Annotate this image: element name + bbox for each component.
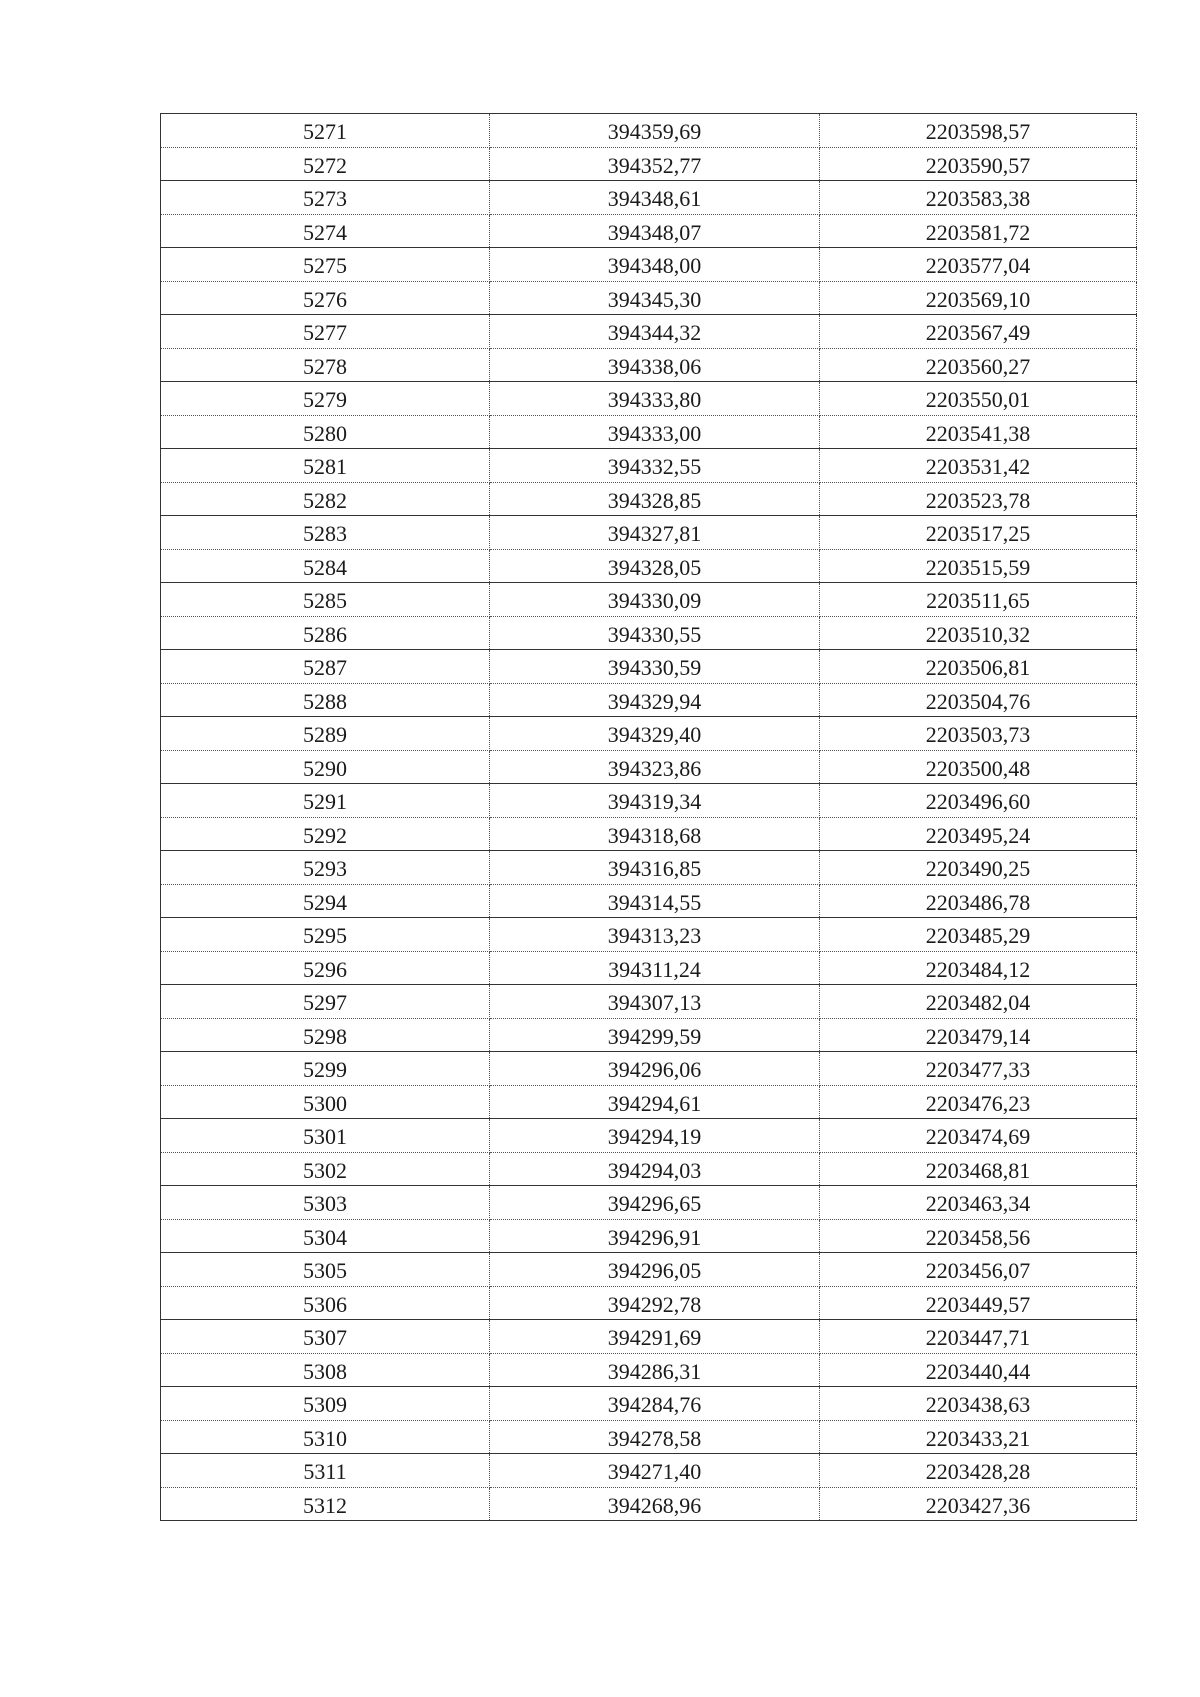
cell-text: 5286	[303, 621, 347, 647]
cell-text: 2203511,65	[926, 588, 1030, 614]
table-row	[161, 1219, 1137, 1253]
y-coordinate-cell	[820, 750, 1137, 784]
table-row	[161, 1052, 1137, 1086]
y-coordinate-cell	[820, 650, 1137, 684]
point-number-cell	[161, 817, 490, 851]
x-coordinate-cell	[490, 1119, 820, 1153]
cell-text: 394327,81	[607, 521, 702, 547]
cell-text: 5299	[303, 1057, 347, 1083]
cell-text: 394278,58	[607, 1425, 702, 1451]
y-coordinate-cell	[820, 1387, 1137, 1421]
cell-text: 2203438,63	[925, 1392, 1031, 1418]
cell-text: 2203476,23	[925, 1090, 1031, 1116]
cell-text: 5271	[303, 119, 347, 145]
point-number-cell	[161, 1420, 490, 1454]
cell-text: 2203449,57	[925, 1291, 1031, 1317]
cell-text: 394329,94	[607, 688, 702, 714]
cell-text: 2203428,28	[925, 1459, 1031, 1485]
cell-text: 2203427,36	[925, 1492, 1031, 1518]
table-row	[161, 851, 1137, 885]
y-coordinate-cell	[820, 181, 1137, 215]
x-coordinate-cell	[490, 918, 820, 952]
cell-text: 2203447,71	[925, 1325, 1031, 1351]
table-row	[161, 214, 1137, 248]
cell-text: 2203474,69	[925, 1124, 1031, 1150]
y-coordinate-cell	[820, 114, 1137, 148]
point-number-cell	[161, 784, 490, 818]
table-row	[161, 415, 1137, 449]
x-coordinate-cell	[490, 516, 820, 550]
y-coordinate-cell	[820, 616, 1137, 650]
cell-text: 2203468,81	[925, 1157, 1031, 1183]
table-row	[161, 650, 1137, 684]
cell-text: 2203531,42	[925, 454, 1031, 480]
x-coordinate-cell	[490, 1219, 820, 1253]
cell-text: 394296,06	[607, 1057, 702, 1083]
y-coordinate-cell	[820, 784, 1137, 818]
y-coordinate-cell	[820, 1454, 1137, 1488]
x-coordinate-cell	[490, 750, 820, 784]
point-number-cell	[161, 415, 490, 449]
cell-text: 2203550,01	[925, 387, 1031, 413]
cell-text: 5307	[303, 1325, 347, 1351]
cell-text: 394271,40	[607, 1459, 702, 1485]
point-number-cell	[161, 583, 490, 617]
point-number-cell	[161, 985, 490, 1019]
cell-text: 394333,00	[607, 420, 702, 446]
cell-text: 5293	[303, 856, 347, 882]
y-coordinate-cell	[820, 449, 1137, 483]
table-row	[161, 449, 1137, 483]
x-coordinate-cell	[490, 1487, 820, 1521]
cell-text: 5304	[303, 1224, 347, 1250]
cell-text: 5301	[303, 1124, 347, 1150]
y-coordinate-cell	[820, 1219, 1137, 1253]
table-row	[161, 1253, 1137, 1287]
point-number-cell	[161, 1052, 490, 1086]
x-coordinate-cell	[490, 616, 820, 650]
cell-text: 2203569,10	[925, 286, 1031, 312]
y-coordinate-cell	[820, 985, 1137, 1019]
cell-text: 5278	[303, 353, 347, 379]
y-coordinate-cell	[820, 1052, 1137, 1086]
point-number-cell	[161, 1454, 490, 1488]
table-row	[161, 1119, 1137, 1153]
cell-text: 394286,31	[607, 1358, 702, 1384]
y-coordinate-cell	[820, 583, 1137, 617]
table-row	[161, 281, 1137, 315]
x-coordinate-cell	[490, 1420, 820, 1454]
cell-text: 2203590,57	[925, 152, 1031, 178]
x-coordinate-cell	[490, 1454, 820, 1488]
coordinates-table-body	[161, 114, 1137, 1521]
cell-text: 394294,19	[607, 1124, 702, 1150]
table-row	[161, 1487, 1137, 1521]
cell-text: 2203523,78	[925, 487, 1031, 513]
table-row	[161, 884, 1137, 918]
cell-text: 394291,69	[607, 1325, 702, 1351]
x-coordinate-cell	[490, 1085, 820, 1119]
cell-text: 5296	[303, 956, 347, 982]
table-row	[161, 516, 1137, 550]
table-row	[161, 1420, 1137, 1454]
cell-text: 2203495,24	[925, 822, 1031, 848]
cell-text: 5310	[303, 1425, 347, 1451]
point-number-cell	[161, 1320, 490, 1354]
table-row	[161, 1454, 1137, 1488]
cell-text: 394292,78	[607, 1291, 702, 1317]
cell-text: 2203541,38	[925, 420, 1031, 446]
x-coordinate-cell	[490, 851, 820, 885]
point-number-cell	[161, 851, 490, 885]
y-coordinate-cell	[820, 1085, 1137, 1119]
cell-text: 2203503,73	[925, 722, 1031, 748]
cell-text: 2203456,07	[925, 1258, 1031, 1284]
table-row	[161, 1186, 1137, 1220]
cell-text: 394323,86	[607, 755, 702, 781]
cell-text: 394329,40	[607, 722, 702, 748]
table-row	[161, 1353, 1137, 1387]
cell-text: 5279	[303, 387, 347, 413]
x-coordinate-cell	[490, 583, 820, 617]
point-number-cell	[161, 884, 490, 918]
cell-text: 394328,05	[607, 554, 702, 580]
cell-text: 394294,03	[607, 1157, 702, 1183]
cell-text: 2203577,04	[925, 253, 1031, 279]
y-coordinate-cell	[820, 918, 1137, 952]
cell-text: 394319,34	[607, 789, 702, 815]
table-row	[161, 1152, 1137, 1186]
point-number-cell	[161, 650, 490, 684]
x-coordinate-cell	[490, 382, 820, 416]
table-row	[161, 817, 1137, 851]
cell-text: 2203485,29	[925, 923, 1031, 949]
x-coordinate-cell	[490, 1387, 820, 1421]
point-number-cell	[161, 1353, 490, 1387]
table-row	[161, 784, 1137, 818]
y-coordinate-cell	[820, 1018, 1137, 1052]
cell-text: 2203517,25	[925, 521, 1031, 547]
cell-text: 394294,61	[607, 1090, 702, 1116]
point-number-cell	[161, 616, 490, 650]
cell-text: 2203479,14	[925, 1023, 1031, 1049]
point-number-cell	[161, 1119, 490, 1153]
cell-text: 5285	[303, 588, 347, 614]
coordinates-table	[160, 113, 1137, 1521]
x-coordinate-cell	[490, 1353, 820, 1387]
cell-text: 2203506,81	[925, 655, 1031, 681]
cell-text: 5281	[303, 454, 347, 480]
x-coordinate-cell	[490, 482, 820, 516]
cell-text: 5303	[303, 1191, 347, 1217]
x-coordinate-cell	[490, 281, 820, 315]
y-coordinate-cell	[820, 214, 1137, 248]
table-row	[161, 549, 1137, 583]
cell-text: 394284,76	[607, 1392, 702, 1418]
y-coordinate-cell	[820, 1286, 1137, 1320]
cell-text: 394299,59	[607, 1023, 702, 1049]
y-coordinate-cell	[820, 1487, 1137, 1521]
y-coordinate-cell	[820, 1320, 1137, 1354]
table-row	[161, 1320, 1137, 1354]
cell-text: 5308	[303, 1358, 347, 1384]
x-coordinate-cell	[490, 415, 820, 449]
cell-text: 394348,61	[607, 186, 702, 212]
y-coordinate-cell	[820, 1253, 1137, 1287]
cell-text: 2203486,78	[925, 889, 1031, 915]
point-number-cell	[161, 1085, 490, 1119]
cell-text: 394332,55	[607, 454, 702, 480]
point-number-cell	[161, 918, 490, 952]
point-number-cell	[161, 248, 490, 282]
x-coordinate-cell	[490, 147, 820, 181]
cell-text: 394345,30	[607, 286, 702, 312]
cell-text: 5305	[303, 1258, 347, 1284]
cell-text: 5298	[303, 1023, 347, 1049]
cell-text: 2203567,49	[925, 320, 1031, 346]
table-row	[161, 616, 1137, 650]
table-row	[161, 348, 1137, 382]
point-number-cell	[161, 1286, 490, 1320]
cell-text: 5272	[303, 152, 347, 178]
point-number-cell	[161, 516, 490, 550]
cell-text: 5297	[303, 990, 347, 1016]
cell-text: 394318,68	[607, 822, 702, 848]
x-coordinate-cell	[490, 315, 820, 349]
table-row	[161, 482, 1137, 516]
cell-text: 5292	[303, 822, 347, 848]
y-coordinate-cell	[820, 348, 1137, 382]
x-coordinate-cell	[490, 683, 820, 717]
cell-text: 5309	[303, 1392, 347, 1418]
table-row	[161, 1286, 1137, 1320]
y-coordinate-cell	[820, 851, 1137, 885]
cell-text: 394296,91	[607, 1224, 702, 1250]
y-coordinate-cell	[820, 516, 1137, 550]
y-coordinate-cell	[820, 315, 1137, 349]
point-number-cell	[161, 750, 490, 784]
cell-text: 2203504,76	[925, 688, 1031, 714]
x-coordinate-cell	[490, 717, 820, 751]
point-number-cell	[161, 1487, 490, 1521]
cell-text: 2203581,72	[925, 219, 1031, 245]
y-coordinate-cell	[820, 1420, 1137, 1454]
cell-text: 5289	[303, 722, 347, 748]
point-number-cell	[161, 1186, 490, 1220]
cell-text: 394328,85	[607, 487, 702, 513]
cell-text: 394348,07	[607, 219, 702, 245]
table-row	[161, 750, 1137, 784]
point-number-cell	[161, 348, 490, 382]
table-row	[161, 583, 1137, 617]
table-row	[161, 114, 1137, 148]
point-number-cell	[161, 1387, 490, 1421]
point-number-cell	[161, 951, 490, 985]
point-number-cell	[161, 1219, 490, 1253]
y-coordinate-cell	[820, 549, 1137, 583]
cell-text: 394296,65	[607, 1191, 702, 1217]
cell-text: 394314,55	[607, 889, 702, 915]
cell-text: 394296,05	[607, 1258, 702, 1284]
cell-text: 2203484,12	[925, 956, 1031, 982]
point-number-cell	[161, 114, 490, 148]
point-number-cell	[161, 717, 490, 751]
point-number-cell	[161, 181, 490, 215]
y-coordinate-cell	[820, 1119, 1137, 1153]
point-number-cell	[161, 1253, 490, 1287]
cell-text: 5277	[303, 320, 347, 346]
cell-text: 5300	[303, 1090, 347, 1116]
cell-text: 394348,00	[607, 253, 702, 279]
x-coordinate-cell	[490, 248, 820, 282]
x-coordinate-cell	[490, 449, 820, 483]
point-number-cell	[161, 382, 490, 416]
x-coordinate-cell	[490, 1320, 820, 1354]
y-coordinate-cell	[820, 1152, 1137, 1186]
y-coordinate-cell	[820, 884, 1137, 918]
table-row	[161, 683, 1137, 717]
y-coordinate-cell	[820, 147, 1137, 181]
cell-text: 5282	[303, 487, 347, 513]
cell-text: 2203463,34	[925, 1191, 1031, 1217]
x-coordinate-cell	[490, 214, 820, 248]
cell-text: 394344,32	[607, 320, 702, 346]
cell-text: 5306	[303, 1291, 347, 1317]
point-number-cell	[161, 315, 490, 349]
point-number-cell	[161, 147, 490, 181]
x-coordinate-cell	[490, 181, 820, 215]
table-row	[161, 985, 1137, 1019]
table-row	[161, 1085, 1137, 1119]
x-coordinate-cell	[490, 985, 820, 1019]
table-row	[161, 918, 1137, 952]
table-row	[161, 382, 1137, 416]
cell-text: 5311	[303, 1459, 347, 1485]
cell-text: 5291	[303, 789, 347, 815]
cell-text: 394330,55	[607, 621, 702, 647]
y-coordinate-cell	[820, 281, 1137, 315]
cell-text: 394311,24	[608, 956, 701, 982]
cell-text: 394359,69	[607, 119, 702, 145]
x-coordinate-cell	[490, 951, 820, 985]
y-coordinate-cell	[820, 817, 1137, 851]
table-row	[161, 147, 1137, 181]
table-row	[161, 951, 1137, 985]
cell-text: 2203440,44	[925, 1358, 1031, 1384]
cell-text: 394330,09	[607, 588, 702, 614]
cell-text: 2203583,38	[925, 186, 1031, 212]
y-coordinate-cell	[820, 482, 1137, 516]
cell-text: 2203496,60	[925, 789, 1031, 815]
x-coordinate-cell	[490, 1186, 820, 1220]
table-row	[161, 315, 1137, 349]
cell-text: 5273	[303, 186, 347, 212]
table-row	[161, 181, 1137, 215]
cell-text: 2203458,56	[925, 1224, 1031, 1250]
x-coordinate-cell	[490, 549, 820, 583]
x-coordinate-cell	[490, 650, 820, 684]
x-coordinate-cell	[490, 784, 820, 818]
cell-text: 5276	[303, 286, 347, 312]
table-row	[161, 717, 1137, 751]
x-coordinate-cell	[490, 1253, 820, 1287]
y-coordinate-cell	[820, 382, 1137, 416]
cell-text: 5284	[303, 554, 347, 580]
cell-text: 394313,23	[607, 923, 702, 949]
cell-text: 2203477,33	[925, 1057, 1031, 1083]
table-row	[161, 248, 1137, 282]
point-number-cell	[161, 281, 490, 315]
x-coordinate-cell	[490, 1052, 820, 1086]
cell-text: 5275	[303, 253, 347, 279]
table-row	[161, 1018, 1137, 1052]
x-coordinate-cell	[490, 884, 820, 918]
cell-text: 394307,13	[607, 990, 702, 1016]
x-coordinate-cell	[490, 1152, 820, 1186]
point-number-cell	[161, 1152, 490, 1186]
y-coordinate-cell	[820, 717, 1137, 751]
cell-text: 394268,96	[607, 1492, 702, 1518]
point-number-cell	[161, 683, 490, 717]
table-row	[161, 1387, 1137, 1421]
cell-text: 394333,80	[607, 387, 702, 413]
cell-text: 2203490,25	[925, 856, 1031, 882]
cell-text: 2203510,32	[925, 621, 1031, 647]
cell-text: 5274	[303, 219, 347, 245]
cell-text: 5295	[303, 923, 347, 949]
y-coordinate-cell	[820, 1353, 1137, 1387]
point-number-cell	[161, 214, 490, 248]
cell-text: 2203500,48	[925, 755, 1031, 781]
cell-text: 2203560,27	[925, 353, 1031, 379]
x-coordinate-cell	[490, 114, 820, 148]
cell-text: 5302	[303, 1157, 347, 1183]
cell-text: 5312	[303, 1492, 347, 1518]
cell-text: 5283	[303, 521, 347, 547]
cell-text: 2203482,04	[925, 990, 1031, 1016]
cell-text: 5294	[303, 889, 347, 915]
cell-text: 2203515,59	[925, 554, 1031, 580]
cell-text: 5290	[303, 755, 347, 781]
point-number-cell	[161, 449, 490, 483]
y-coordinate-cell	[820, 951, 1137, 985]
point-number-cell	[161, 1018, 490, 1052]
y-coordinate-cell	[820, 248, 1137, 282]
cell-text: 5280	[303, 420, 347, 446]
cell-text: 2203433,21	[925, 1425, 1031, 1451]
y-coordinate-cell	[820, 1186, 1137, 1220]
cell-text: 394338,06	[607, 353, 702, 379]
cell-text: 394352,77	[607, 152, 702, 178]
x-coordinate-cell	[490, 348, 820, 382]
cell-text: 2203598,57	[925, 119, 1031, 145]
point-number-cell	[161, 549, 490, 583]
cell-text: 394330,59	[607, 655, 702, 681]
cell-text: 5288	[303, 688, 347, 714]
x-coordinate-cell	[490, 1286, 820, 1320]
cell-text: 394316,85	[607, 856, 702, 882]
x-coordinate-cell	[490, 817, 820, 851]
x-coordinate-cell	[490, 1018, 820, 1052]
y-coordinate-cell	[820, 683, 1137, 717]
point-number-cell	[161, 482, 490, 516]
cell-text: 5287	[303, 655, 347, 681]
y-coordinate-cell	[820, 415, 1137, 449]
